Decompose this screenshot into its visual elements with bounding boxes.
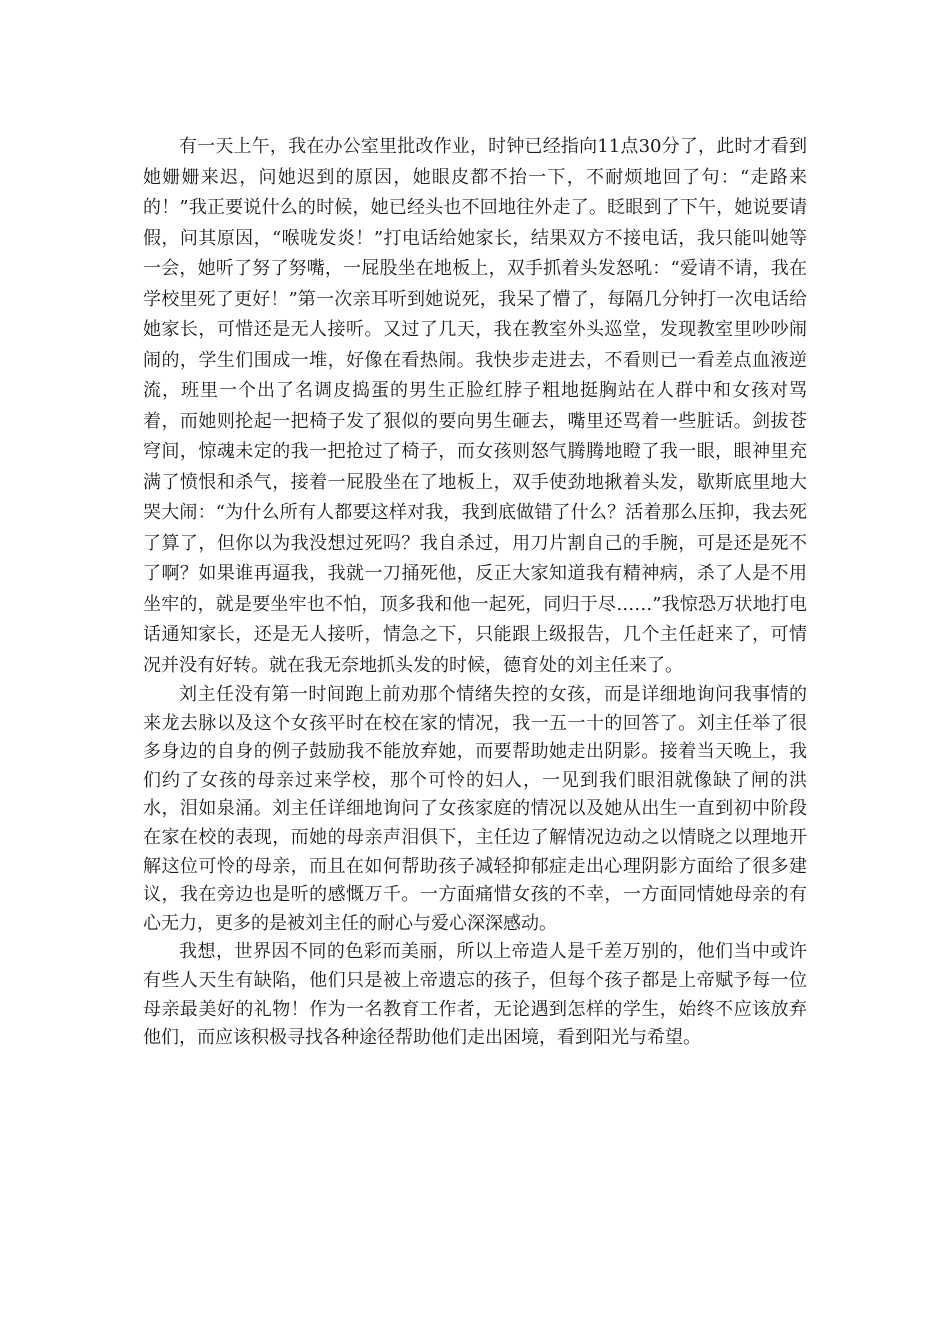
- document-body: [143, 132, 807, 1053]
- paragraph-3: 我想，世界因不同的色彩而美丽，所以上帝造人是千差万别的，他们当中或许有些人天生有缺陷，他们只是被上帝遗忘的孩子，但每个孩子都是上帝赋予每一位母亲最美好的礼物！作为一名教育工作者，无论遇到怎样的学生，始终不应该放弃他们，而应该积极寻找各种途径帮助他们走出困境，看到阳光与希望。: [143, 941, 807, 1049]
- paragraph-1: 有一天上午，我在办公室里批改作业，时钟已经指向11点30分了，此时才看到她姗姗来迟，问她迟到的原因，她眼皮都不抬一下，不耐烦地回了句：“走路来的！”我正要说什么的时候，她已经头也不回地往外走了。眨眼到了下午，她说要请假，问其原因，“喉咙发炎！”打电话给她家长，结果双方不接电话，我只能叫她等一会，她听了努了努嘴，一屁股坐在地板上，双手抓着头发怒吼：“爱请不请，我在学校里死了更好！”第一次亲耳听到她说死，我呆了懵了，每隔几分钟打一次电话给她家长，可惜还是无人接听。又过了几天，我在教室外头巡堂，发现教室里吵吵闹闹的，学生们围成一堆，好像在看热闹。我快步走进去，不看则已一看差点血液逆流，班里一个出了名调皮捣蛋的男生正脸红脖子粗地挺胸站在人群中和女孩对骂着，而她则抡起一把椅子发了狠似的要向男生砸去，嘴里还骂着一些脏话。剑拔苍穹间，惊魂未定的我一把抢过了椅子，而女孩则怒气腾腾地瞪了我一眼，眼神里充满了愤恨和杀气，接着一屁股坐在了地板上，双手使劲地揪着头发，歇斯底里地大哭大闹：“为什么所有人都要这样对我，我到底做错了什么？活着那么压抑，我去死了算了，但你以为我没想过死吗？我自杀过，用刀片割自己的手腕，可是还是死不了啊？如果谁再逼我，我就一刀捅死他，反正大家知道我有精神病，杀了人是不用坐牢的，就是要坐牢也不怕，顶多我和他一起死，同归于尽……”我惊恐万状地打电话通知家长，还是无人接听，情急之下，只能跟上级报告，几个主任赶来了，可情况并没有好转。就在我无奈地抓头发的时候，德育处的刘主任来了。: [143, 136, 807, 676]
- paragraph-2: 刘主任没有第一时间跑上前劝那个情绪失控的女孩，而是详细地询问我事情的来龙去脉以及这个女孩平时在校在家的情况，我一五一十的回答了。刘主任举了很多身边的自身的例子鼓励我不能放弃她，而要帮助她走出阴影。接着当天晚上，我们约了女孩的母亲过来学校，那个可怜的妇人，一见到我们眼泪就像缺了闸的洪水，泪如泉涌。刘主任详细地询问了女孩家庭的情况以及她从出生一直到初中阶段在家在校的表现，而她的母亲声泪俱下，主任边了解情况边动之以情晓之以理地开解这位可怜的母亲，而且在如何帮助孩子减轻抑郁症走出心理阴影方面给了很多建议，我在旁边也是听的感慨万千。一方面痛惜女孩的不幸，一方面同情她母亲的有心无力，更多的是被刘主任的耐心与爱心深深感动。: [143, 684, 807, 934]
